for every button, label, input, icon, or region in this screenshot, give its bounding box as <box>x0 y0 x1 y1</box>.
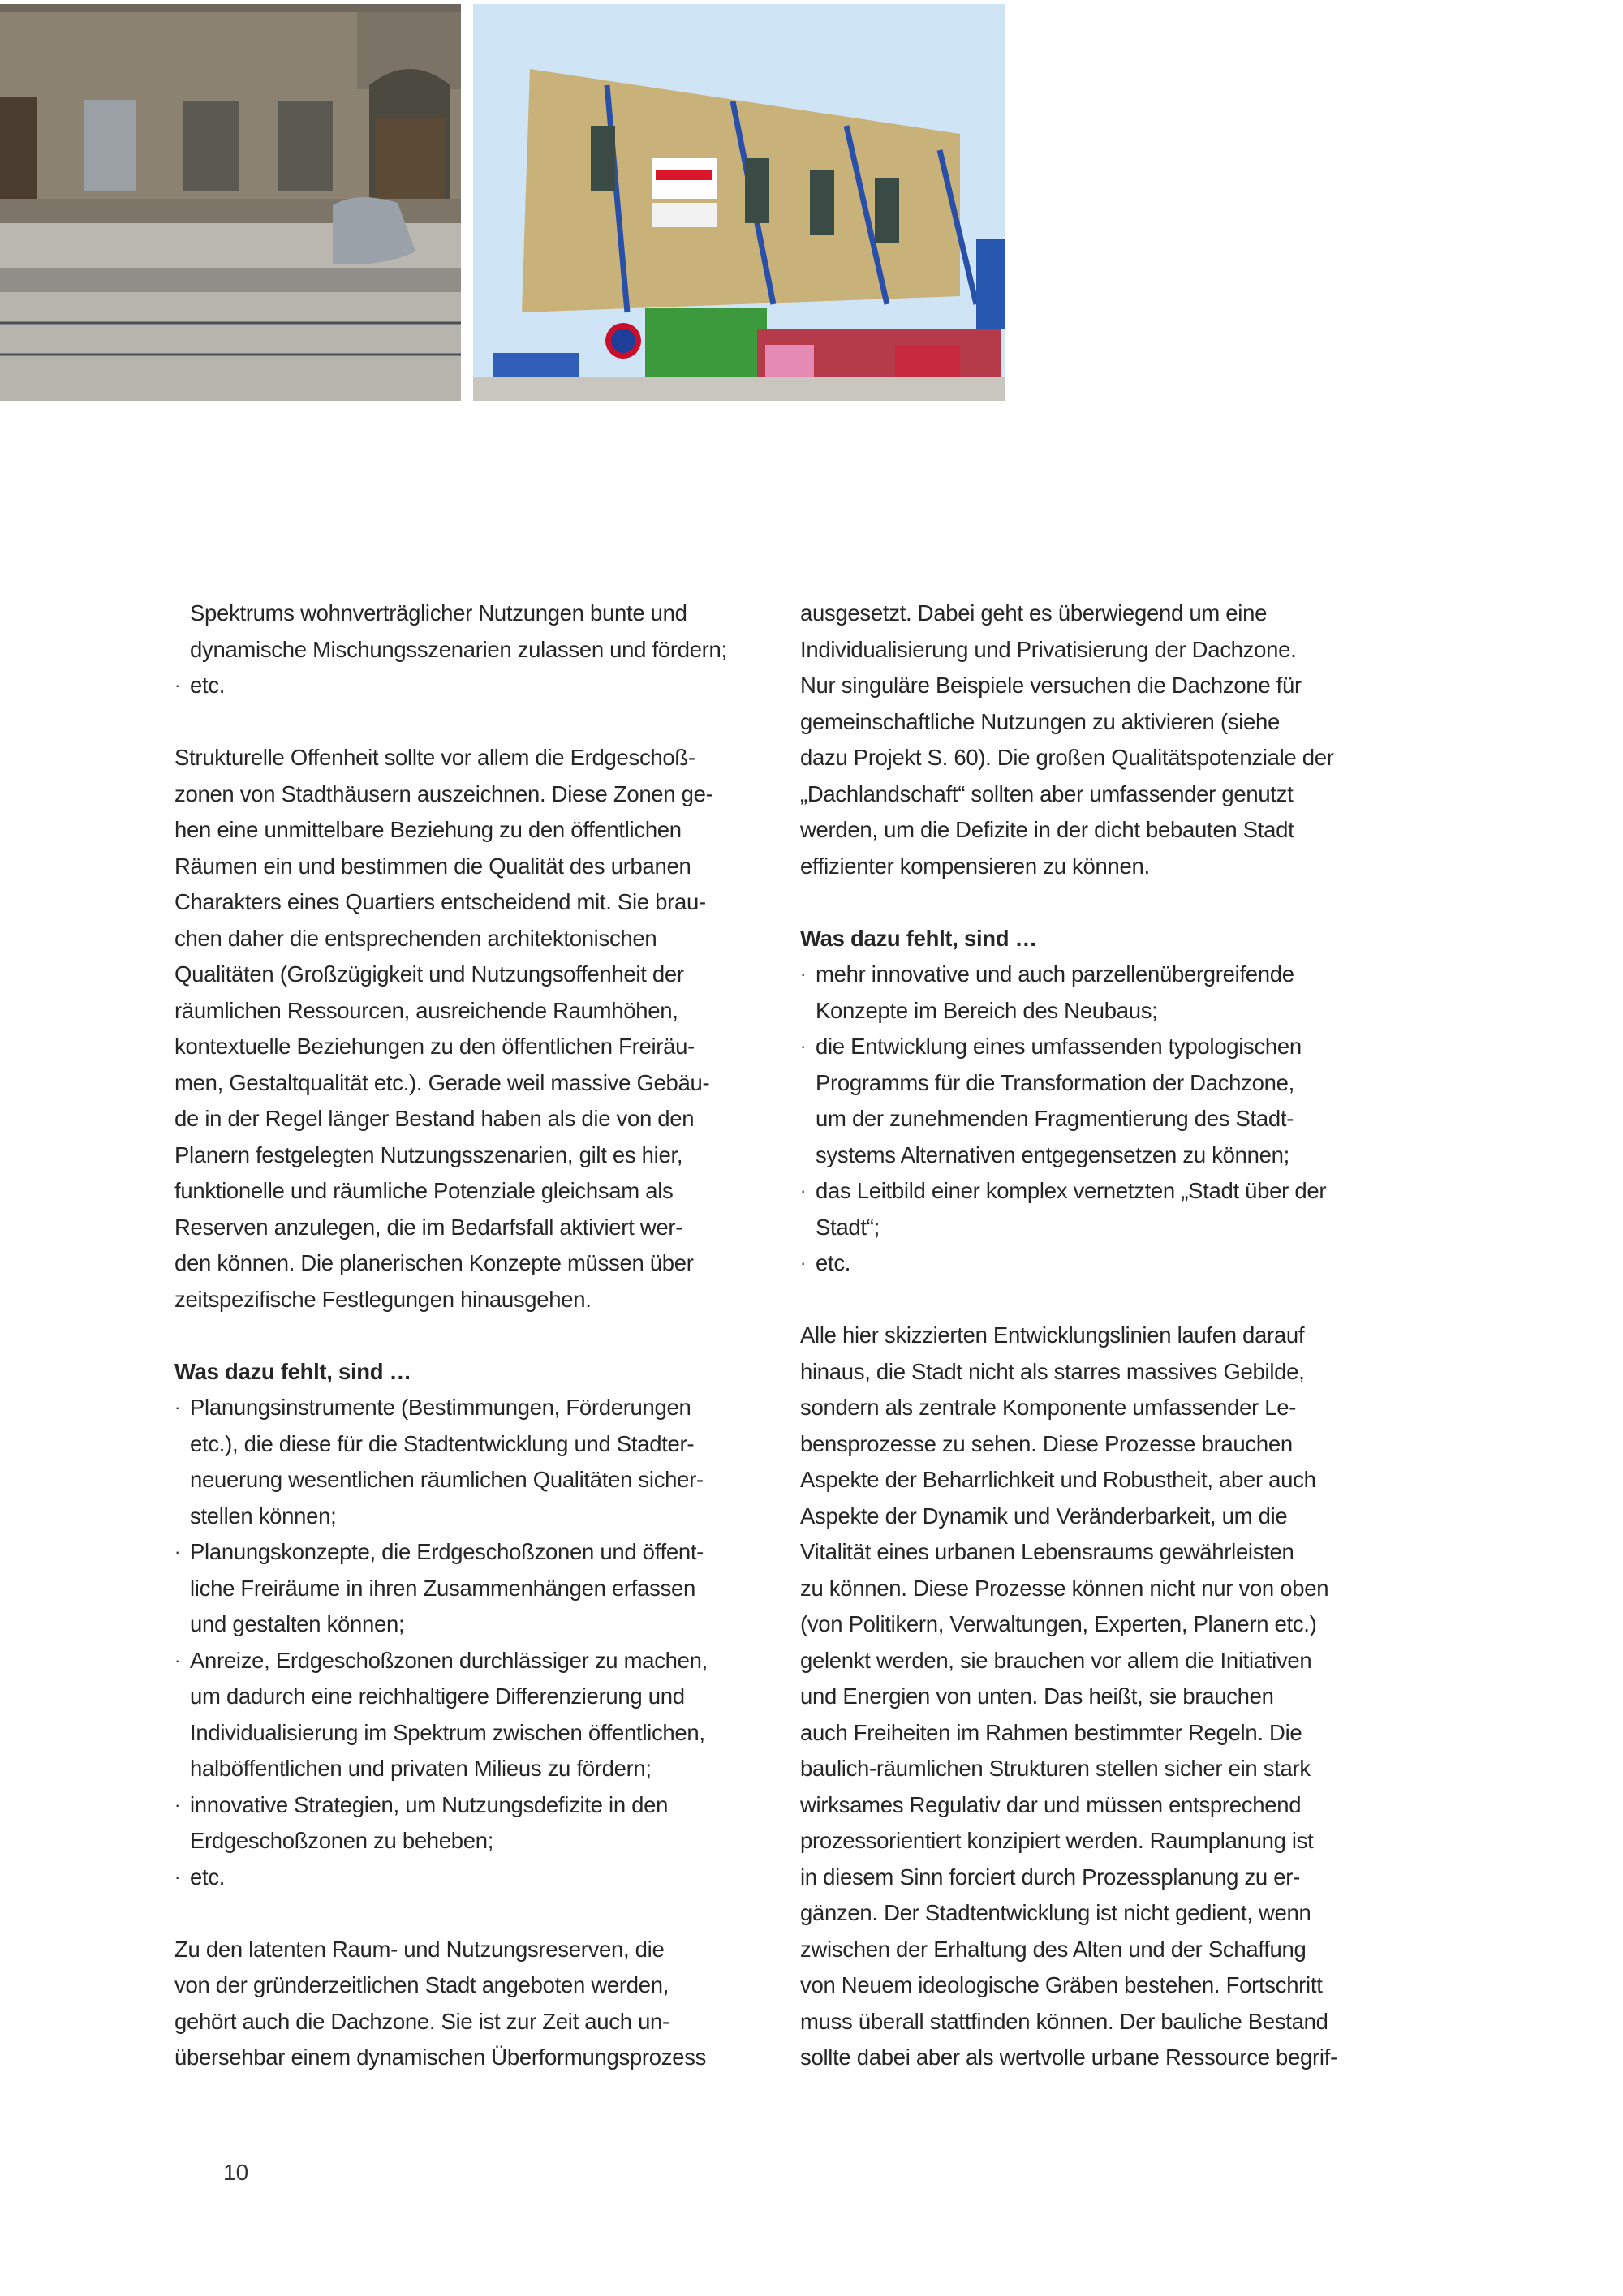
body-text-line: räumlichen Ressourcen, ausreichende Raumhöhen, <box>174 997 678 1023</box>
body-text-line: bensprozesse zu sehen. Diese Prozesse brauchen <box>800 1430 1293 1456</box>
body-text-line: gehört auch die Dachzone. Sie ist zur Zeit auch un- <box>174 2008 669 2034</box>
list-item-line <box>800 1029 1384 1065</box>
body-text-line: men, Gestaltqualität etc.). Gerade weil massive Gebäu- <box>174 1069 710 1095</box>
list-item-continuation: dynamische Mischungsszenarien zulassen und fördern; <box>190 636 727 662</box>
body-text-line: von Neuem ideologische Gräben bestehen. Fortschritt <box>800 1972 1323 1997</box>
body-text-line: Planern festgelegten Nutzungsszenarien, gilt es hier, <box>174 1142 683 1167</box>
body-text-line: Aspekte der Dynamik und Veränderbarkeit, um die <box>800 1503 1288 1529</box>
list-item-line <box>800 1173 1384 1210</box>
bullet-icon: · <box>174 1866 181 1887</box>
body-text-line: dazu Projekt S. 60). Die großen Qualitätspotenziale der <box>800 745 1334 770</box>
body-text-line: Reserven anzulegen, die im Bedarfsfall aktiviert wer- <box>174 1214 683 1240</box>
list-item-text: etc. <box>190 673 226 698</box>
paragraph-spacer <box>174 704 759 741</box>
body-text-line: hen eine unmittelbare Beziehung zu den öffentlichen <box>174 817 682 842</box>
bullet-icon: · <box>174 1649 181 1670</box>
section-heading: Was dazu fehlt, sind … <box>174 1358 411 1384</box>
bullet-icon: · <box>174 1541 181 1562</box>
body-text-line: übersehbar einem dynamischen Überformungsprozess <box>174 2044 707 2070</box>
list-item-text: Planungsinstrumente (Bestimmungen, Förderungen <box>190 1395 691 1420</box>
list-item-text: das Leitbild einer komplex vernetzten „Stadt über der <box>816 1178 1327 1203</box>
list-item-text: mehr innovative und auch parzellenübergreifende <box>816 961 1294 987</box>
body-text-line: ausgesetzt. Dabei geht es überwiegend um eine <box>800 600 1268 626</box>
list-item-continuation: etc.), die diese für die Stadtentwicklung und Stadter- <box>190 1430 695 1456</box>
body-text-line: den können. Die planerischen Konzepte müssen über <box>174 1250 694 1275</box>
body-text-line: hinaus, die Stadt nicht als starres massives Gebilde, <box>800 1358 1305 1384</box>
bullet-icon: · <box>800 1180 807 1201</box>
list-item-continuation: Erdgeschoßzonen zu beheben; <box>190 1828 494 1853</box>
paragraph-spacer <box>174 1318 759 1354</box>
list-item-text: innovative Strategien, um Nutzungsdefizite in den <box>190 1791 669 1817</box>
list-item-text: Planungskonzepte, die Erdgeschoßzonen und öffent- <box>190 1539 704 1564</box>
body-text-line: zu können. Diese Prozesse können nicht nur von oben <box>800 1575 1329 1601</box>
body-text-line: gelenkt werden, sie brauchen vor allem die Initiativen <box>800 1647 1312 1673</box>
bullet-icon: · <box>800 964 807 984</box>
section-heading: Was dazu fehlt, sind … <box>800 925 1037 951</box>
text-column-left <box>174 595 759 2076</box>
body-text-line: zwischen der Erhaltung des Alten und der Schaffung <box>800 1936 1307 1962</box>
body-text-line: Alle hier skizzierten Entwicklungslinien laufen darauf <box>800 1322 1305 1348</box>
text-column-right <box>800 595 1384 2076</box>
body-text-line: und Energien von unten. Das heißt, sie brauchen <box>800 1683 1274 1709</box>
body-text-line: Räumen ein und bestimmen die Qualität des urbanen <box>174 853 691 879</box>
bullet-icon: · <box>174 1794 181 1815</box>
building-photo-illustration <box>473 4 1005 401</box>
list-item-continuation: halböffentlichen und privaten Milieus zu fördern; <box>190 1756 652 1781</box>
body-text-line: (von Politikern, Verwaltungen, Experten, Planern etc.) <box>800 1611 1317 1636</box>
body-text-line: auch Freiheiten im Rahmen bestimmter Regeln. Die <box>800 1719 1302 1745</box>
list-item-text: etc. <box>816 1250 851 1275</box>
list-item-line <box>174 1787 759 1824</box>
list-item-continuation: um dadurch eine reichhaltigere Differenzierung und <box>190 1683 685 1709</box>
body-text-line: de in der Regel länger Bestand haben als die von den <box>174 1106 695 1131</box>
paragraph-spacer <box>800 884 1384 921</box>
list-item-continuation: Programms für die Transformation der Dachzone, <box>816 1069 1294 1095</box>
list-item-line <box>174 1643 759 1679</box>
bullet-icon: · <box>174 1397 181 1417</box>
list-item-continuation: neuerung wesentlichen räumlichen Qualitäten sicher- <box>190 1467 704 1492</box>
body-text-line: sollte dabei aber als wertvolle urbane Ressource begrif- <box>800 2044 1337 2070</box>
list-item-line <box>174 1534 759 1571</box>
body-text-line: Strukturelle Offenheit sollte vor allem die Erdgeschoß- <box>174 745 695 770</box>
list-item-continuation: und gestalten können; <box>190 1611 405 1636</box>
list-item-continuation: Individualisierung im Spektrum zwischen öffentlichen, <box>190 1719 705 1745</box>
body-text-line: sondern als zentrale Komponente umfassender Le- <box>800 1395 1297 1420</box>
page-number: 10 <box>223 2160 249 2185</box>
list-item-line <box>800 957 1384 993</box>
photo-braced-building <box>473 4 1005 401</box>
bullet-icon: · <box>800 1253 807 1273</box>
list-item-continuation: Stadt“; <box>816 1214 880 1240</box>
body-text-line: „Dachlandschaft“ sollten aber umfassender genutzt <box>800 780 1294 806</box>
bullet-icon: · <box>174 675 181 695</box>
list-item-text: etc. <box>190 1864 226 1890</box>
bullet-icon: · <box>800 1036 807 1056</box>
paragraph-spacer <box>174 1895 759 1932</box>
body-text-line: Vitalität eines urbanen Lebensraums gewährleisten <box>800 1539 1294 1564</box>
body-text-line: Individualisierung und Privatisierung der Dachzone. <box>800 636 1297 662</box>
body-text-line: baulich-räumlichen Strukturen stellen sicher ein stark <box>800 1756 1311 1781</box>
paragraph-spacer <box>800 1282 1384 1318</box>
body-text-line: gänzen. Der Stadtentwicklung ist nicht gedient, wenn <box>800 1900 1311 1925</box>
list-item-line <box>800 1245 1384 1282</box>
body-text-line: Qualitäten (Großzügigkeit und Nutzungsoffenheit der <box>174 961 684 987</box>
list-item-line <box>174 1860 759 1896</box>
list-item-continuation: stellen können; <box>190 1503 337 1529</box>
body-text-line: Aspekte der Beharrlichkeit und Robustheit, aber auch <box>800 1467 1316 1492</box>
list-item-line <box>174 1390 759 1426</box>
body-text-line: kontextuelle Beziehungen zu den öffentlichen Freiräu- <box>174 1034 695 1059</box>
photo-old-facade <box>0 4 461 401</box>
body-text-line: in diesem Sinn forciert durch Prozessplanung zu er- <box>800 1864 1300 1890</box>
list-item-line <box>174 668 759 704</box>
facade-photo-illustration <box>0 4 461 401</box>
body-text-line: zeitspezifische Festlegungen hinausgehen. <box>174 1286 592 1312</box>
body-text-line: Charakters eines Quartiers entscheidend mit. Sie brau- <box>174 889 706 914</box>
body-text-line: prozessorientiert konzipiert werden. Raumplanung ist <box>800 1828 1314 1853</box>
body-text-line: muss überall stattfinden können. Der bauliche Bestand <box>800 2008 1328 2034</box>
body-text-line: werden, um die Defizite in der dicht bebauten Stadt <box>800 817 1294 842</box>
body-text-line: funktionelle und räumliche Potenziale gleichsam als <box>174 1178 674 1203</box>
list-item-continuation: Konzepte im Bereich des Neubaus; <box>816 997 1158 1023</box>
body-text-line: Nur singuläre Beispiele versuchen die Dachzone für <box>800 673 1302 698</box>
list-item-text: Anreize, Erdgeschoßzonen durchlässiger zu machen, <box>190 1647 708 1673</box>
list-item-continuation: liche Freiräume in ihren Zusammenhängen erfassen <box>190 1575 696 1601</box>
body-text-line: zonen von Stadthäusern auszeichnen. Diese Zonen ge- <box>174 780 713 806</box>
list-item-continuation: um der zunehmenden Fragmentierung des Stadt- <box>816 1106 1294 1131</box>
body-text-line: Zu den latenten Raum- und Nutzungsreserven, die <box>174 1936 665 1962</box>
body-text-line: von der gründerzeitlichen Stadt angeboten werden, <box>174 1972 669 1997</box>
body-text-line: effizienter kompensieren zu können. <box>800 853 1150 879</box>
body-text-line: gemeinschaftliche Nutzungen zu aktivieren (siehe <box>800 708 1280 734</box>
body-text-line: wirksames Regulativ dar und müssen entsprechend <box>800 1791 1302 1817</box>
body-text-line: chen daher die entsprechenden architektonischen <box>174 925 657 951</box>
list-item-text: die Entwicklung eines umfassenden typologischen <box>816 1034 1302 1059</box>
list-item-continuation: systems Alternativen entgegensetzen zu können; <box>816 1142 1289 1167</box>
list-item-continuation: Spektrums wohnverträglicher Nutzungen bunte und <box>190 600 687 626</box>
